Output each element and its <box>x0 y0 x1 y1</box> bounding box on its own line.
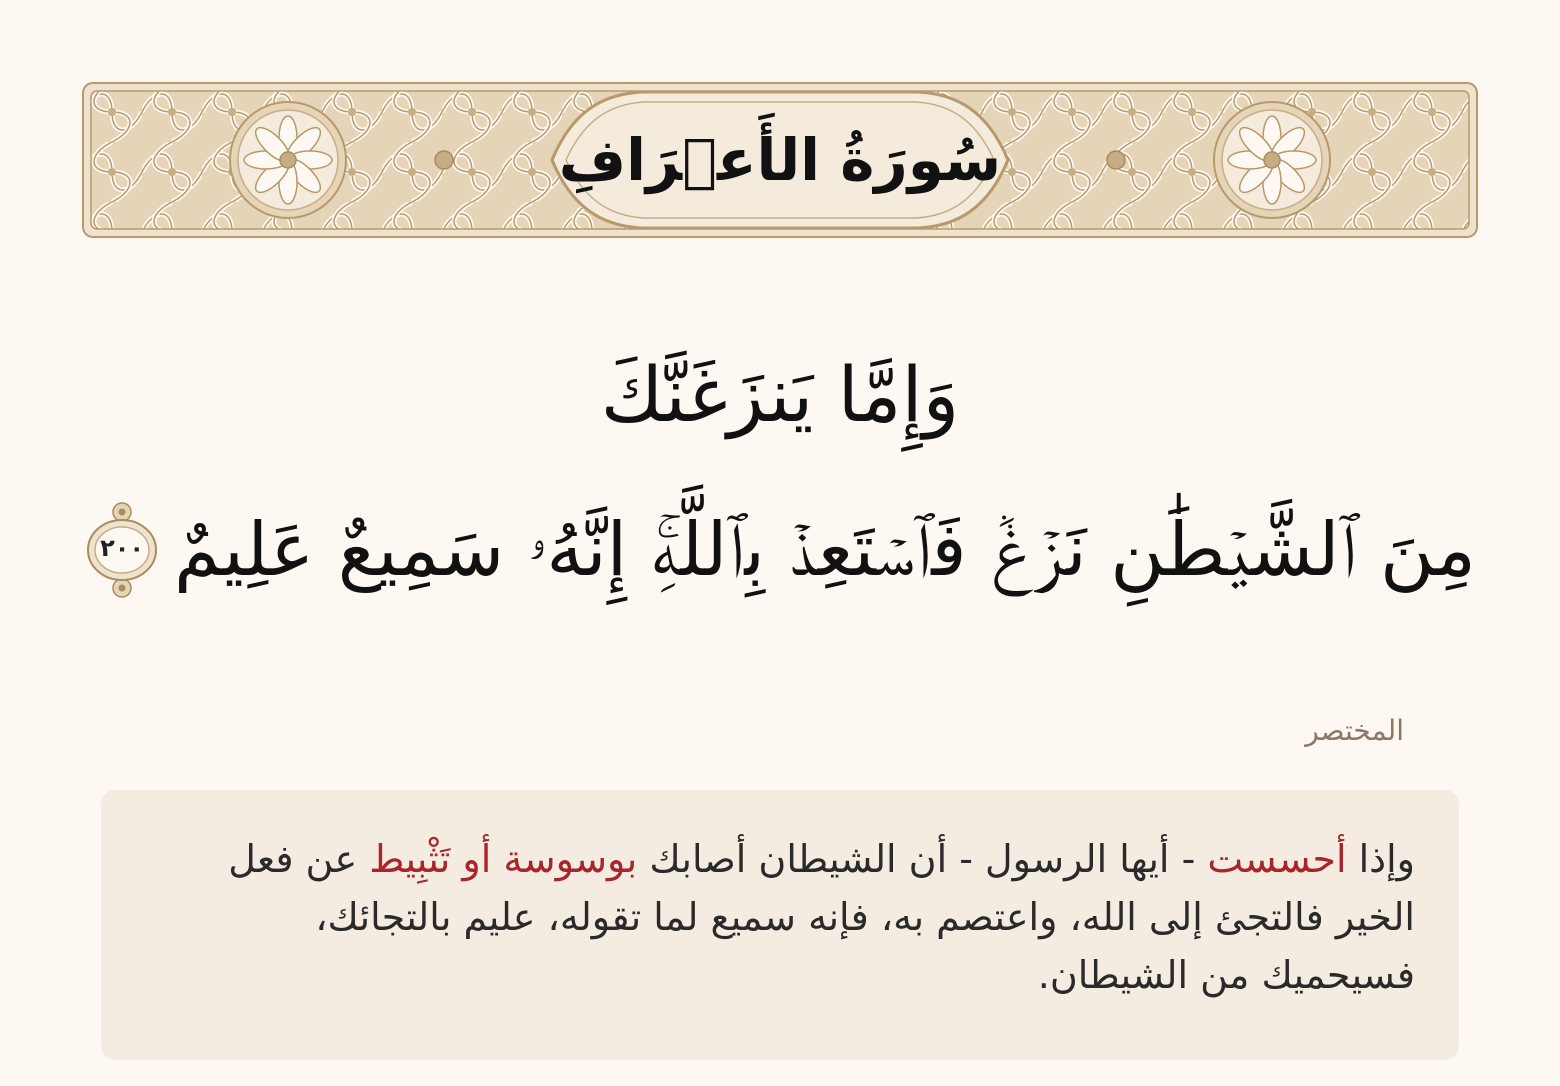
tafsir-segment: وإذا <box>1346 837 1415 881</box>
tafsir-highlight: أحسست <box>1207 837 1347 881</box>
surah-title: سُورَةُ الأَعۡرَافِ <box>558 126 1002 194</box>
tafsir-source-label: المختصر <box>1305 714 1404 747</box>
verse-text-block <box>80 320 1480 630</box>
tafsir-text <box>195 830 1415 1004</box>
tafsir-segment: عن فعل الخير فالتجئ إلى الله، واعتصم به، فإنه سميع لما تقوله، عليم بالتجائك، فسيحميك من الشيطان. <box>228 837 1415 997</box>
verse-line-2-row <box>80 470 1480 630</box>
surah-header-banner <box>82 82 1478 238</box>
ayah-number-marker <box>84 498 160 602</box>
tafsir-box <box>101 790 1459 1060</box>
tafsir-segment: - أيها الرسول - أن الشيطان أصابك <box>637 837 1208 881</box>
ayah-number: ٢٠٠ <box>100 534 145 562</box>
tafsir-highlight: بوسوسة أو تَثْبِيط <box>369 837 638 881</box>
verse-line-1: وَإِمَّا يَنزَغَنَّكَ <box>600 350 960 439</box>
verse-line-2: مِنَ ٱلشَّيۡطَٰنِ نَزۡغٞ فَٱسۡتَعِذۡ بِٱللَّهِۚ إِنَّهُۥ سَمِيعٌ عَلِيمٌ <box>174 506 1476 593</box>
